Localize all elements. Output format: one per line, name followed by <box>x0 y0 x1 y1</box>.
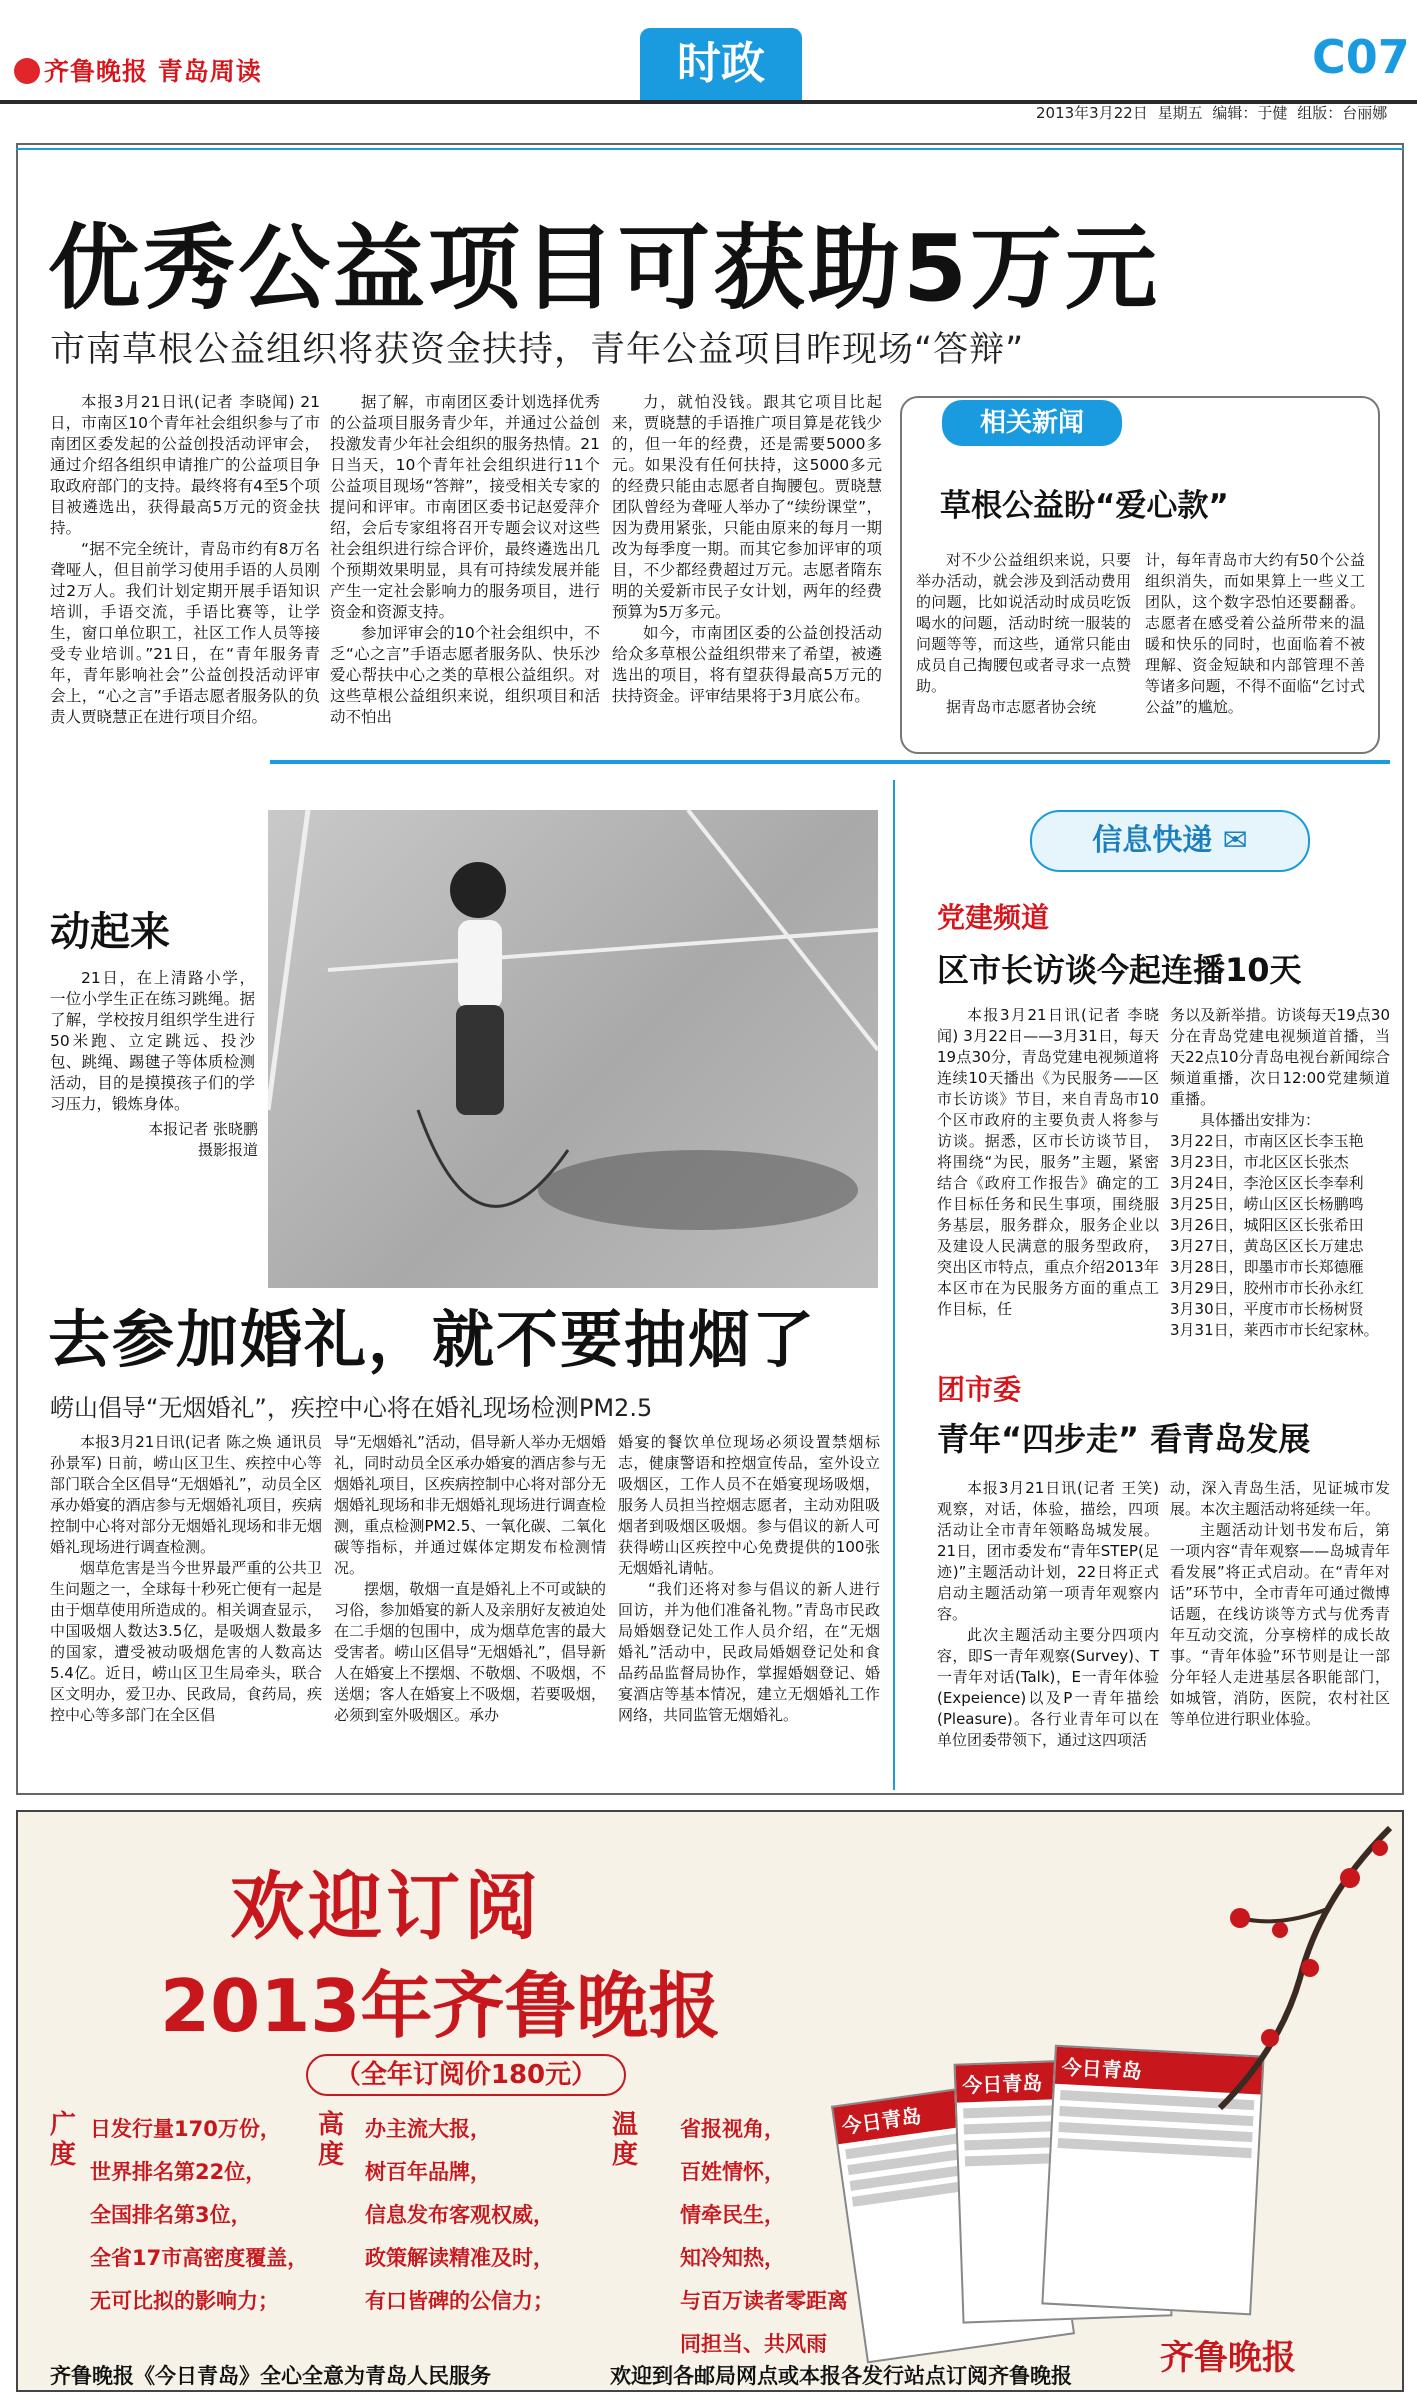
paragraph: 烟草危害是当今世界最严重的公共卫生问题之一，全球每十秒死亡便有一起是由于烟草使用所造成的。相关调查显示，中国吸烟人数达3.5亿，是吸烟人数最多的国家，遭受被动吸烟危害的人数高达5.4亿。近日，崂山区卫生局牵头，联合区文明办，爱卫办、民政局，食药局，疾控中心等多部门在全区倡 <box>50 1559 322 1724</box>
category-youth-league: 团市委 <box>937 1373 1022 1406</box>
paragraph: 如今，市南团区委的公益创投活动给众多草根公益组织带来了希望，被遴选出的项目，将有望获得最高5万元的扶持资金。评审结果将于3月底公布。 <box>612 624 882 705</box>
logo-mark-icon <box>14 58 40 84</box>
paragraph: 具体播出安排为： <box>1200 1111 1321 1129</box>
schedule-item: 3月23日，市北区区长张杰 <box>1170 1153 1349 1171</box>
express1-col-1 <box>937 1005 1159 1320</box>
paper-masthead: 今日青岛 <box>956 2058 1163 2102</box>
masthead-logo <box>14 52 262 88</box>
smoking-col-1 <box>50 1432 322 1726</box>
photo-illustration <box>268 810 878 1288</box>
ad-item: 知冷知热， <box>680 2246 785 2270</box>
ad-col-height <box>365 2108 554 2323</box>
paragraph: 摆烟，敬烟一直是婚礼上不可或缺的习俗，参加婚宴的新人及亲朋好友被迫处在二手烟的包围中，成为烟草危害的最大受害者。崂山区倡导“无烟婚礼”，倡导新人在婚宴上不摆烟、不敬烟、不吸烟，不送烟；客人在婚宴上不吸烟，若要吸烟，必须到室外吸烟区。承办 <box>334 1580 606 1724</box>
designer: 组版：台丽娜 <box>1297 104 1388 122</box>
paragraph: 务以及新举措。访谈每天19点30分在青岛党建电视频道首播，当天22点10分青岛电视台新闻综合频道重播，次日12:00党建频道重播。 <box>1170 1006 1390 1108</box>
tag-label: 信息快递 <box>1092 823 1213 858</box>
paragraph: 21日，在上清路小学，一位小学生正在练习跳绳。据了解，学校按月组织学生进行50米跑、立定跳远、投沙包、跳绳、踢毽子等体质检测活动，目的是摸摸孩子们的学习压力，锻炼身体。 <box>50 969 255 1113</box>
ad-item: 信息发布客观权威， <box>365 2203 554 2227</box>
paragraph: 计，每年青岛市大约有50个公益组织消失，而如果算上一些义工团队，这个数字恐怕还要翻番。志愿者在感受着公益所带来的温暖和快乐的同时，也面临着不被理解、资金短缺和内部管理不善等诸多问题，不得不面临“乞讨式公益”的尴尬。 <box>1145 551 1365 716</box>
paragraph: 导“无烟婚礼”活动，倡导新人举办无烟婚礼，同时动员全区承办婚宴的酒店参与无烟婚礼项目，区疾病控制中心将对部分无烟婚礼现场和非无烟婚礼现场进行调查检测，重点检测PM2.5、一氧化碳、二氧化碳等指标，并通过媒体定期发布检测情况。 <box>334 1433 606 1577</box>
credit-line: 摄影报道 <box>197 1141 258 1159</box>
paragraph: “我们还将对参与倡议的新人进行回访，并为他们准备礼物。”青岛市民政局婚姻登记处工作人员介绍，在“无烟婚礼”活动中，民政局婚姻登记处和食品药品监督局协作，掌握婚姻登记、婚宴酒店等基本情况，建立无烟婚礼工作网络，共同监管无烟婚礼。 <box>618 1580 880 1724</box>
ad-footer-right: 欢迎到各邮局网点或本报各发行站点订阅齐鲁晚报 <box>610 2364 1072 2388</box>
paragraph: 此次主题活动主要分四项内容，即S一青年观察(Survey)、T一青年对话(Talk)，E一青年体验(Expeience)以及P一青年描绘(Pleasure)。各行业青年可以在单位团委带领下，通过这四项活 <box>937 1626 1159 1749</box>
editor: 编辑：于健 <box>1212 104 1288 122</box>
schedule-list <box>1170 1131 1390 1341</box>
ad-item: 无可比拟的影响力； <box>90 2289 279 2313</box>
ad-item: 树百年品牌， <box>365 2160 491 2184</box>
date-info <box>1036 102 1387 123</box>
weekday: 星期五 <box>1157 104 1203 122</box>
ad-col-warmth <box>680 2108 848 2366</box>
ad-item: 日发行量170万份， <box>90 2117 281 2141</box>
logo-text: 齐鲁晚报 青岛周读 <box>44 57 262 86</box>
date: 2013年3月22日 <box>1036 104 1148 122</box>
ad-title-line2: 2013年齐鲁晚报 <box>160 1964 721 2048</box>
section-divider <box>270 760 1390 764</box>
ad-col-breadth <box>90 2108 308 2323</box>
schedule-item: 3月31日，莱西市市长纪家林。 <box>1170 1321 1379 1339</box>
ad-item: 百姓情怀， <box>680 2160 785 2184</box>
ad-item: 有口皆碑的公信力； <box>365 2289 554 2313</box>
schedule-item: 3月27日，黄岛区区长万建忠 <box>1170 1237 1364 1255</box>
paragraph: 本报3月21日讯(记者 王笑) 观察，对话，体验，描绘，四项活动让全市青年领略岛城发展。21日，团市委发布“青年STEP(足迹)”主题活动计划，22日将正式启动主题活动第一项青年观察内容。 <box>937 1479 1159 1623</box>
schedule-item: 3月26日，城阳区区长张希田 <box>1170 1216 1364 1234</box>
ad-item: 办主流大报， <box>365 2117 491 2141</box>
paper-masthead: 今日青岛 <box>1055 2047 1263 2095</box>
top-accent-rule <box>16 148 1404 150</box>
main-col-2 <box>330 392 600 728</box>
paragraph: 本报3月21日讯(记者 李晓闻) 3月22日——3月31日，每天19点30分，青岛党建电视频道将连续10天播出《为民服务——区市长访谈》节目，来自青岛市10个区市政府的主要负责人将参与访谈。据悉，区市长访谈节目，将围绕“为民，服务”主题，紧密结合《政府工作报告》确定的工作目标任务和民生事项，围绕服务基层，服务群众，服务企业以及建设人民满意的服务型政府，突出区市特点，重点介绍2013年本区市在为民服务方面的重点工作目标，任 <box>937 1006 1159 1318</box>
main-headline: 优秀公益项目可获助5万元 <box>48 215 1161 322</box>
ad-item: 全国排名第3位， <box>90 2203 252 2227</box>
youth-steps-title: 青年“四步走” 看青岛发展 <box>937 1420 1311 1458</box>
paper-masthead: 今日青岛 <box>833 2079 1042 2144</box>
ad-footer-left: 齐鲁晚报《今日青岛》全心全意为青岛人民服务 <box>50 2364 491 2388</box>
paragraph: 据青岛市志愿者协会统 <box>946 698 1097 716</box>
category-party: 党建频道 <box>937 901 1050 934</box>
paragraph: 据了解，市南团区委计划选择优秀的公益项目服务青少年，并通过公益创投激发青少年社会组织的服务热情。21日当天，10个青年社会组织进行11个公益项目现场“答辩”，接受相关专家的提问和评审。市南团区委书记赵爱萍介绍，会后专家组将召开专题会议对这些社会组织进行综合评价，最终遴选出几个预期效果明显，具有可持续发展并能产生一定社会影响力的服务项目，进行资金和资源支持。 <box>330 393 600 621</box>
ad-label-warmth: 温度 <box>612 2110 639 2170</box>
ad-title-line1: 欢迎订阅 <box>230 1864 542 1950</box>
jump-rope-photo <box>268 810 878 1288</box>
paragraph: “据不完全统计，青岛市约有8万名聋哑人，但目前学习使用手语的人员刚过2万人。我们计划定期开展手语知识培训，手语交流，手语比赛等，让学生，窗口单位职工，社区工作人员等接受专业培训。”21日，在“青年服务青年，青年影响社会”公益创投活动评审会上，“心之言”手语志愿者服务队的负责人贾晓慧正在进行项目介绍。 <box>50 540 320 726</box>
photo-credit <box>118 1118 258 1160</box>
paragraph: 本报3月21日讯(记者 陈之焕 通讯员 孙景军) 日前，崂山区卫生、疾控中心等部门联合全区倡导“无烟婚礼”，动员全区承办婚宴的酒店参与无烟婚礼项目，疾病控制中心将对部分无烟婚礼现场和非无烟婚礼现场进行调查检测。 <box>50 1433 322 1556</box>
related-col-2 <box>1145 550 1365 718</box>
related-news-tag: 相关新闻 <box>942 400 1122 446</box>
main-col-3 <box>612 392 882 707</box>
paragraph: 动，深入青岛生活，见证城市发展。本次主题活动将延续一年。 <box>1170 1479 1390 1518</box>
paragraph: 参加评审会的10个社会组织中，不乏“心之言”手语志愿者服务队、快乐沙爱心帮扶中心之类的草根公益组织。对这些草根公益组织来说，组织项目和活动不怕出 <box>330 624 600 726</box>
photo-caption <box>50 968 255 1115</box>
schedule-item: 3月30日，平度市市长杨树贤 <box>1170 1300 1364 1318</box>
page-number: C07 <box>1312 30 1410 84</box>
related-col-1 <box>916 550 1131 718</box>
schedule-item: 3月22日，市南区区长李玉艳 <box>1170 1132 1364 1150</box>
district-head-title: 区市长访谈今起连播10天 <box>937 951 1302 989</box>
photo-story-title: 动起来 <box>50 909 170 955</box>
section-tab: 时政 <box>640 28 802 100</box>
ad-item: 情牵民生， <box>680 2203 785 2227</box>
schedule-item: 3月28日，即墨市市长郑德雁 <box>1170 1258 1364 1276</box>
express1-col-2 <box>1170 1005 1390 1341</box>
smoking-col-3 <box>618 1432 880 1726</box>
ad-item: 与百万读者零距离 <box>680 2289 848 2313</box>
paragraph: 力，就怕没钱。跟其它项目比起来，贾晓慧的手语推广项目算是花钱少的，但一年的经费，还是需要5000多元。如果没有任何扶持，这5000多元的经费只能由志愿者自掏腰包。贾晓慧团队曾经为聋哑人举办了“续纷课堂”，因为费用紧张，只能由原来的每月一期改为每季度一期。而其它参加评审的项目，不少都经费超过万元。志愿者隋东明的关爱新市民子女计划，两年的经费预算为5万多元。 <box>612 393 882 621</box>
schedule-item: 3月29日，胶州市市长孙永红 <box>1170 1279 1364 1297</box>
main-col-1 <box>50 392 320 728</box>
credit-line: 本报记者 张晓鹏 <box>148 1120 258 1138</box>
schedule-item: 3月25日，崂山区区长杨鹏鸣 <box>1170 1195 1364 1213</box>
ad-item: 政策解读精准及时， <box>365 2246 554 2270</box>
ad-item: 世界排名第22位， <box>90 2160 267 2184</box>
related-title: 草根公益盼“爱心款” <box>940 488 1229 524</box>
schedule-item: 3月24日，李沧区区长李奉利 <box>1170 1174 1364 1192</box>
column-divider <box>893 780 895 1790</box>
smoking-subhead: 崂山倡导“无烟婚礼”，疾控中心将在婚礼现场检测PM2.5 <box>50 1394 653 1422</box>
plum-blossom-branch <box>1180 1818 1400 2118</box>
smoking-headline: 去参加婚礼，就不要抽烟了 <box>48 1303 817 1376</box>
paragraph: 对不少公益组织来说，只要举办活动，就会涉及到活动费用的问题，比如说活动时成员吃饭喝水的问题，活动时统一服装的问题等等，而这些，通常只能由成员自己掏腰包或者寻求一点赞助。 <box>916 551 1131 695</box>
ad-item: 省报视角， <box>680 2117 785 2141</box>
main-subhead: 市南草根公益组织将获资金扶持，青年公益项目昨现场“答辩” <box>50 330 1025 370</box>
envelope-icon: ✉ <box>1222 823 1248 858</box>
ad-price-badge: （全年订阅价180元） <box>306 2054 626 2096</box>
info-express-tag <box>1030 810 1310 872</box>
ad-label-breadth: 广度 <box>50 2110 77 2170</box>
smoking-col-2 <box>334 1432 606 1726</box>
ad-item: 全省17市高密度覆盖， <box>90 2246 309 2270</box>
paragraph: 婚宴的餐饮单位现场必须设置禁烟标志，健康警语和控烟宣传品，室外设立吸烟区，工作人员不在婚宴现场吸烟，服务人员担当控烟志愿者，主动劝阻吸烟者到吸烟区吸烟。参与倡议的新人可获得崂山区疾控中心免费提供的100张无烟婚礼请帖。 <box>618 1433 880 1577</box>
paragraph: 主题活动计划书发布后，第一项内容“青年观察——岛城青年看发展”将正式启动。在“青年对话”环节中，全市青年可通过微博话题，在线访谈等方式与优秀青年互动交流，分享榜样的成长故事。“青年体验”环节则是让一部分年轻人走进基层各职能部门，如城管，消防，医院，农村社区等单位进行职业体验。 <box>1170 1521 1390 1728</box>
paragraph: 本报3月21日讯(记者 李晓闻) 21日，市南区10个青年社会组织参与了市南团区委发起的公益创投活动评审会，通过介绍各组织申请推广的公益项目争取政府部门的支持。最终将有4至5个项目被遴选出，获得最高5万元的资金扶持。 <box>50 393 320 537</box>
ad-label-height: 高度 <box>318 2110 345 2170</box>
express2-col-2 <box>1170 1478 1390 1730</box>
ad-brand-logo: 齐鲁晚报 <box>1160 2338 1296 2378</box>
ad-item: 同担当、共风雨 <box>680 2332 827 2356</box>
express2-col-1 <box>937 1478 1159 1751</box>
